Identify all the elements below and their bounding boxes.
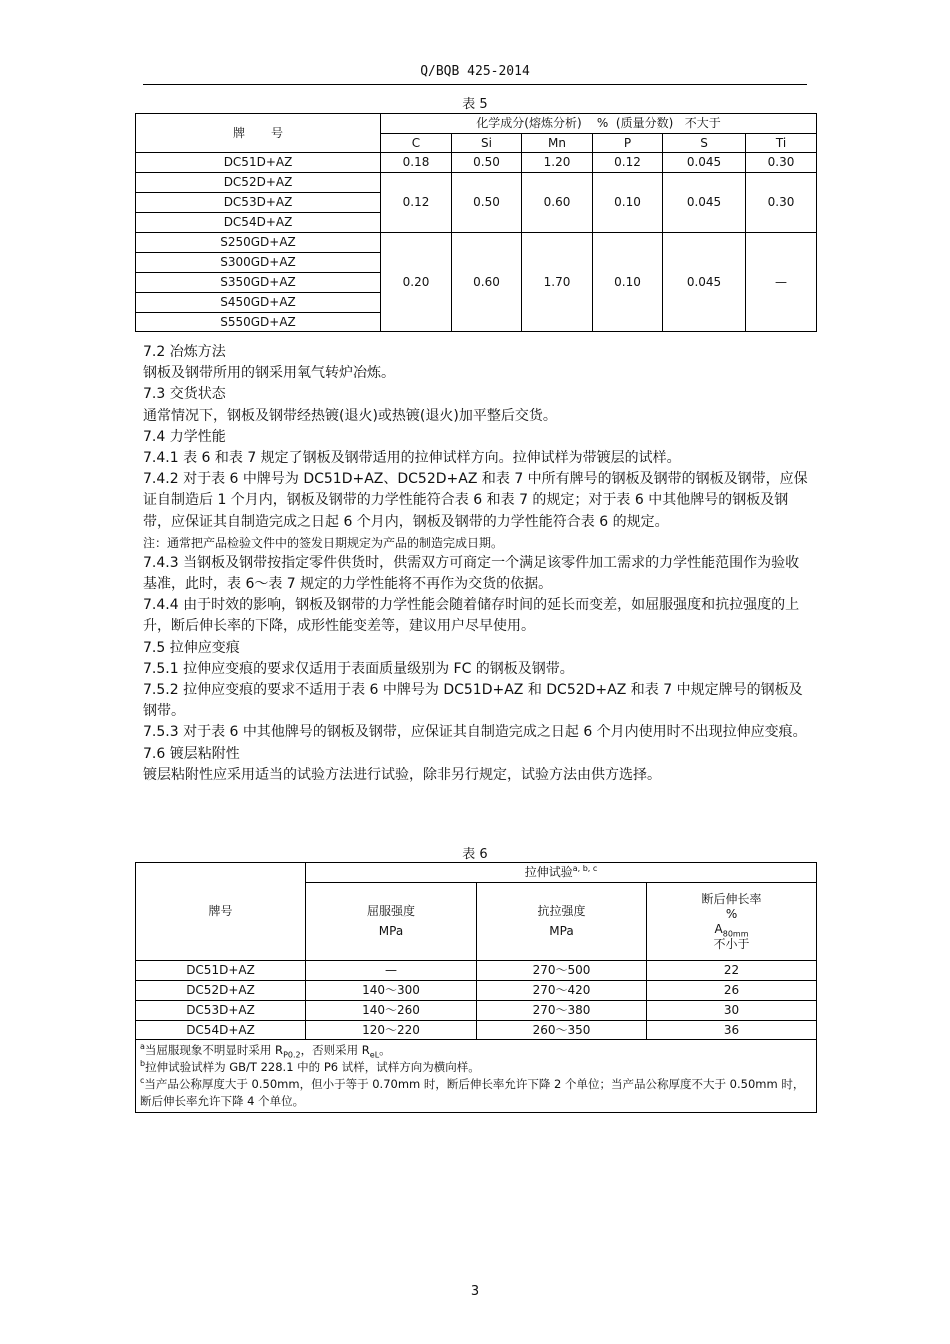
t5-value-cell: 0.045 [663,153,746,173]
footnote-text: ，否则采用 R [300,1043,370,1057]
t6-yield-label: 屈服强度 [366,904,415,918]
t5-value-cell: 0.12 [593,153,663,173]
t5-grade-cell: DC54D+AZ [136,213,381,233]
t6-footnote-c [140,1076,812,1110]
page-number: 3 [470,1284,480,1299]
t5-value-cell: 0.12 [381,173,452,233]
table5-caption: 表 5 [462,97,488,112]
footnote-text: 。 [379,1043,391,1057]
t5-grade-cell: S350GD+AZ [136,273,381,293]
t5-composition-header [381,114,817,134]
table6-caption: 表 6 [462,847,488,862]
t6-footnotes [136,1040,817,1113]
paragraph: 钢板及钢带所用的钢采用氧气转炉冶炼。 [143,365,395,382]
t6-elongation-label: 断后伸长率 [701,891,762,906]
t6-elongation-cell: 30 [647,1001,817,1021]
t6-footnote-a [140,1042,812,1059]
t6-tensile-header [477,883,647,961]
footnote-subscript: P0.2 [283,1050,301,1060]
t6-yield-header [306,883,477,961]
t5-value-cell: 0.18 [381,153,452,173]
paragraph: 7.4.2 对于表 6 中牌号为 DC51D+AZ、DC52D+AZ 和表 7 中所有牌号的钢板及钢带的钢板及钢带，应保证自制造后 1 个月内，钢板及钢带的力学性能符合表 6 和表 7 的规定；对于表 6 中其他牌号的钢板及钢带，应保证其自制造完成之日起 6 个月内，钢板及钢带的力学性能符合表 6 的规定。 [143,471,808,530]
t6-elongation-cell: 36 [647,1021,817,1040]
paragraph: 7.4.3 当钢板及钢带按指定零件供货时，供需双方可商定一个满足该零件加工需求的力学性能范围作为验收基准，此时，表 6～表 7 规定的力学性能将不再作为交货的依据。 [143,554,800,593]
t6-yield-cell: 140～300 [306,981,477,1001]
t6-tensile-label: 抗拉强度 [537,904,586,918]
t6-tensile-test-footnote-marks: a, b, c [572,864,598,873]
t6-yield-cell: 140～260 [306,1001,477,1021]
t6-tensile-test-header [306,863,817,883]
t5-value-cell: 0.045 [663,233,746,332]
section-heading: 7.6 镀层粘附性 [143,745,240,762]
t5-value-cell: 0.30 [746,153,817,173]
t6-grade-header: 牌号 [136,863,306,961]
t6-grade-cell: DC54D+AZ [136,1021,306,1040]
paragraph: 7.4.1 表 6 和表 7 规定了钢板及钢带适用的拉伸试样方向。拉伸试样为带镀层的试样。 [143,450,681,467]
t5-value-cell: 0.50 [452,173,522,233]
t5-grade-header: 牌号 [136,114,381,153]
header-rule [143,84,807,85]
section-heading: 7.4 力学性能 [143,428,226,445]
t6-elongation-cell: 26 [647,981,817,1001]
t5-element-header: Mn [522,134,593,153]
t5-value-cell: 0.30 [746,173,817,233]
t6-tensile-cell: 260～350 [477,1021,647,1040]
section-heading: 7.2 冶炼方法 [143,344,226,360]
section-heading: 7.3 交货状态 [143,386,226,403]
t5-grade-cell: DC52D+AZ [136,173,381,193]
t5-grade-cell: S450GD+AZ [136,293,381,313]
t6-elongation-pct: % [725,906,738,921]
footnote-mark: b [140,1059,146,1069]
footnote-text: 当产品公称厚度大于 0.50mm，但小于等于 0.70mm 时，断后伸长率允许下降 2 个单位；当产品公称厚度不大于 0.50mm 时，断后伸长率允许下降 4 个单位。 [140,1077,805,1108]
t5-value-cell: 1.20 [522,153,593,173]
t5-grade-cell: DC51D+AZ [136,153,381,173]
paragraph: 7.5.1 拉伸应变痕的要求仅适用于表面质量级别为 FC 的钢板及钢带。 [143,660,574,677]
t6-tensile-cell: 270～380 [477,1001,647,1021]
t6-tensile-unit: MPa [549,924,574,938]
t5-element-header: P [593,134,663,153]
t5-grade-cell: S550GD+AZ [136,313,381,332]
t5-value-cell: 0.50 [452,153,522,173]
t5-value-cell: 0.045 [663,173,746,233]
paragraph: 通常情况下，钢板及钢带经热镀(退火)或热镀(退火)加平整后交货。 [143,407,557,424]
t6-elongation-min: 不小于 [713,936,750,951]
t5-value-cell: 0.10 [593,233,663,332]
section-heading: 7.5 拉伸应变痕 [143,639,240,656]
t5-grade-cell: S250GD+AZ [136,233,381,253]
t5-value-cell: 0.10 [593,173,663,233]
t5-value-cell: 1.70 [522,233,593,332]
paragraph: 镀层粘附性应采用适当的试验方法进行试验，除非另行规定，试验方法由供方选择。 [143,766,661,783]
t6-elongation-header [647,883,817,961]
footnote-subscript: eL [369,1050,380,1060]
t5-value-cell: 0.60 [522,173,593,233]
t6-yield-cell: 120～220 [306,1021,477,1040]
t6-footnote-b [140,1059,812,1076]
t6-grade-cell: DC51D+AZ [136,961,306,981]
t5-element-header: S [663,134,746,153]
paragraph: 7.4.4 由于时效的影响，钢板及钢带的力学性能会随着储存时间的延长而变差，如屈服强度和抗拉强度的上升，断后伸长率的下降，成形性能变差等，建议用户尽早使用。 [143,597,800,635]
t6-tensile-cell: 270～500 [477,961,647,981]
t6-elongation-A: A [714,921,723,936]
footnote-mark: c [140,1076,145,1086]
t6-elongation-gauge: 80mm [722,928,749,938]
t6-elongation-cell: 22 [647,961,817,981]
t5-element-header: Ti [746,134,817,153]
t6-grade-cell: DC53D+AZ [136,1001,306,1021]
t5-value-cell: 0.20 [381,233,452,332]
t5-value-cell: 0.60 [452,233,522,332]
t6-tensile-cell: 270～420 [477,981,647,1001]
t6-yield-unit: MPa [378,924,404,938]
table5 [135,113,817,332]
footnote-mark: a [140,1042,145,1052]
t5-grade-cell: S300GD+AZ [136,253,381,273]
t5-element-header: Si [452,134,522,153]
t5-grade-cell: DC53D+AZ [136,193,381,213]
paragraph: 7.5.3 对于表 6 中其他牌号的钢板及钢带，应保证其自制造完成之日起 6 个月内使用时不出现拉伸应变痕。 [143,724,807,741]
footnote-text: 拉伸试验试样为 GB/T 228.1 中的 P6 试样，试样方向为横向样。 [145,1060,480,1074]
t5-element-header: C [381,134,452,153]
t5-value-cell: — [746,233,817,332]
note-text: 注：通常把产品检验文件中的签发日期规定为产品的制造完成日期。 [143,535,504,550]
t6-grade-cell: DC52D+AZ [136,981,306,1001]
t5-composition-header-text: 化学成分(熔炼分析) % (质量分数) 不大于 [476,116,721,130]
t6-yield-cell: — [306,961,477,981]
table6 [135,862,817,1113]
body-text [143,342,810,786]
paragraph: 7.5.2 拉伸应变痕的要求不适用于表 6 中牌号为 DC51D+AZ 和 DC52D+AZ 和表 7 中规定牌号的钢板及钢带。 [143,682,803,720]
t6-tensile-test-label: 拉伸试验 [524,865,573,879]
t6-elongation-symbol [647,922,816,937]
doc-code-header: Q/BQB 425-2014 [420,64,530,79]
footnote-text: 当屈服现象不明显时采用 R [144,1043,284,1057]
